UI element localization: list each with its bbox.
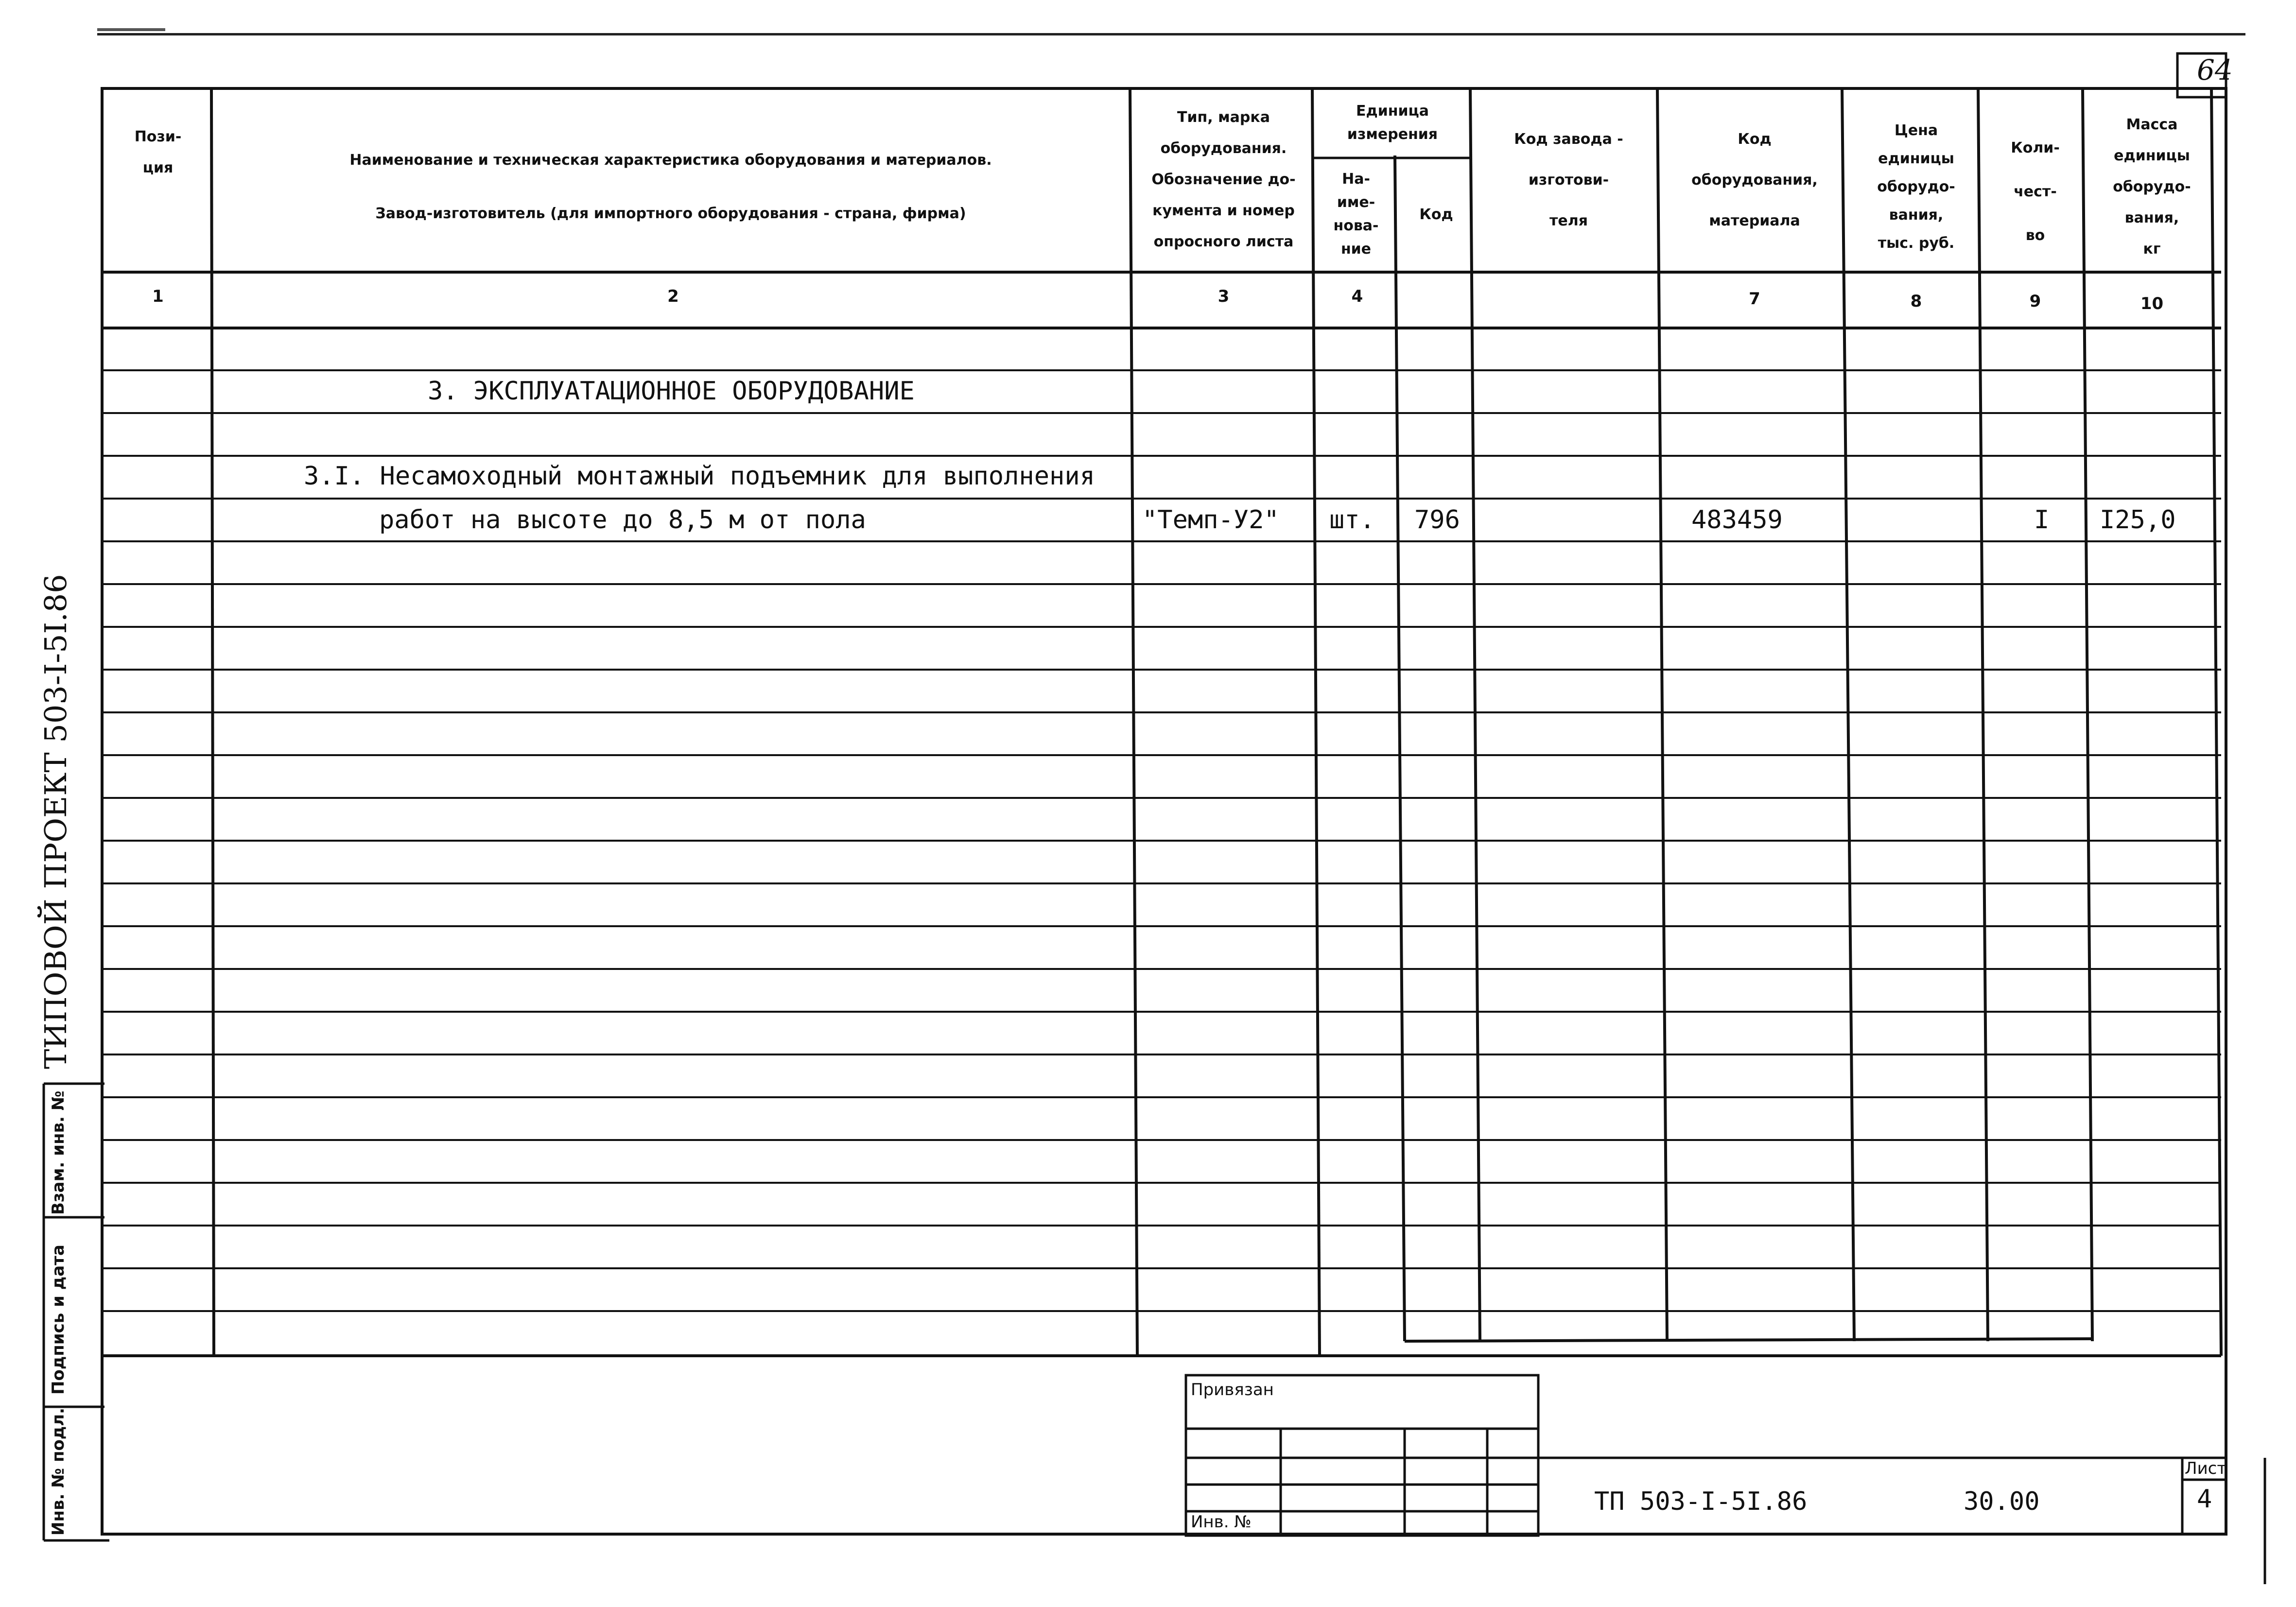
header-unit-group: Единица измерения [1347,103,1438,143]
header-col1: Пози- ция [134,128,182,176]
page-number: 64 [2197,53,2233,86]
column-number-7: 7 [1749,289,1760,309]
header-col7: Код оборудования, материала [1691,131,1818,229]
header-col4: На- име- нова- ние [1333,171,1379,258]
stamp-vzam-inv: Взам. инв. № [49,1090,68,1215]
item-mass: I25,0 [2100,505,2176,535]
item-quantity: I [2034,505,2050,535]
item-unit-code: 796 [1414,505,1460,535]
sheet-number: 4 [2197,1485,2212,1514]
item-name-line2: работ на высоте до 8,5 м от пола [379,505,866,535]
item-name-line1: 3.I. Несамоходный монтажный подъемник для выполнения [304,462,1095,491]
header-col9: Коли- чест- во [2011,139,2060,244]
header-col8: Цена единицы оборудо- вания, тыс. руб. [1877,122,1955,252]
column-number-3: 3 [1218,287,1230,306]
item-equipment-code: 483459 [1691,505,1783,535]
section-title: 3. ЭКСПЛУАТАЦИОННОЕ ОБОРУДОВАНИЕ [428,377,915,406]
side-title: ТИПОВОЙ ПРОЕКТ 503-I-5I.86 [38,574,73,1069]
column-number-9: 9 [2029,292,2041,311]
stamp-signature-date: Подпись и дата [49,1244,68,1395]
column-number-1: 1 [152,287,164,306]
doc-code: ТП 503-I-5I.86 [1594,1487,1808,1516]
header-col10: Масса единицы оборудо- вания, кг [2113,116,2191,258]
item-unit: шт. [1329,505,1375,535]
item-type: "Темп-У2" [1142,505,1279,535]
header-col2: Наименование и техническая характеристика оборудования и материалов. Завод-изготовитель (для импортного оборудования - страна, фирма) [349,152,992,222]
stamp-inv-podl: Инв. № подл. [49,1407,68,1536]
sheet-label: Лист [2185,1459,2227,1478]
column-number-4: 4 [1351,287,1363,306]
header-col3: Тип, марка оборудования. Обозначение до- кумента и номер опросного листа [1151,109,1296,250]
column-number-8: 8 [1910,292,1922,311]
stamp-inv-no: Инв. № [1191,1512,1252,1532]
column-number-2: 2 [667,287,679,306]
header-col6: Код завода - изготови- теля [1514,131,1623,229]
column-number-10: 10 [2140,294,2164,313]
doc-section: 30.00 [1964,1487,2040,1516]
stamp-attached: Привязан [1191,1380,1274,1400]
header-col5: Код [1419,206,1453,223]
